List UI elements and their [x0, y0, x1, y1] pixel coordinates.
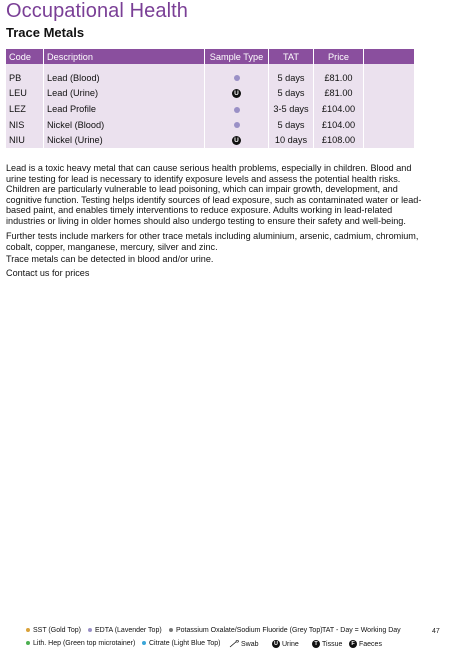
urine-icon: U — [232, 136, 241, 145]
blank-cell — [364, 101, 415, 117]
price-cell: £81.00 — [314, 70, 364, 86]
table-row — [6, 132, 415, 148]
price-cell: £104.00 — [314, 101, 364, 117]
page-number: 47 — [432, 628, 440, 635]
swab-icon — [229, 640, 239, 648]
legend-faeces: F Faeces — [349, 640, 382, 648]
lavender-dot-icon — [234, 75, 240, 81]
description-cell: Nickel (Urine) — [44, 132, 205, 148]
contact-paragraph: Contact us for prices — [6, 268, 90, 278]
table-row — [6, 70, 415, 86]
faeces-icon: F — [349, 640, 357, 648]
table-row — [6, 86, 415, 102]
sample-type-cell — [205, 132, 269, 148]
description-cell: Lead Profile — [44, 101, 205, 117]
column-header-tat: TAT — [269, 49, 314, 64]
blank-cell — [364, 132, 415, 148]
tat-cell: 5 days — [269, 86, 314, 102]
detection-paragraph: Trace metals can be detected in blood and/or urine. — [6, 254, 214, 264]
legend-lith: Lith. Hep (Green top microtainer) — [26, 640, 135, 647]
price-cell: £104.00 — [314, 117, 364, 133]
description-cell: Lead (Urine) — [44, 86, 205, 102]
column-header-price: Price — [314, 49, 364, 64]
blank-cell — [364, 86, 415, 102]
tat-cell: 5 days — [269, 70, 314, 86]
description-cell: Lead (Blood) — [44, 70, 205, 86]
sample-type-cell — [205, 86, 269, 102]
sample-type-cell — [205, 101, 269, 117]
column-header-description: Description — [44, 49, 205, 64]
column-header-blank — [364, 49, 415, 64]
grey-dot-icon — [169, 628, 173, 632]
price-cell: £81.00 — [314, 86, 364, 102]
gold-dot-icon — [26, 628, 30, 632]
column-header-code: Code — [6, 49, 44, 64]
legend-tissue: T Tissue — [312, 640, 342, 648]
table-row — [6, 117, 415, 133]
table-row — [6, 101, 415, 117]
legend-sst: SST (Gold Top) — [26, 627, 81, 634]
legend-citrate: Citrate (Light Blue Top) — [142, 640, 220, 647]
price-cell: £108.00 — [314, 132, 364, 148]
urine-icon: U — [232, 89, 241, 98]
legend-tat-note: TAT - Day = Working Day — [322, 627, 401, 634]
lavender-dot-icon — [88, 628, 92, 632]
legend-swab: Swab — [229, 640, 259, 648]
column-header-sample-type: Sample Type — [205, 49, 269, 64]
page-title: Occupational Health — [6, 0, 189, 22]
section-title: Trace Metals — [6, 25, 85, 40]
tests-table — [6, 49, 415, 148]
tissue-icon: T — [312, 640, 320, 648]
light-blue-dot-icon — [142, 641, 146, 645]
code-cell: NIS — [6, 117, 44, 133]
blank-cell — [364, 70, 415, 86]
table-header-row — [6, 49, 415, 64]
lavender-dot-icon — [234, 122, 240, 128]
urine-icon: U — [272, 640, 280, 648]
sample-type-cell — [205, 117, 269, 133]
legend-fluoride: Potassium Oxalate/Sodium Fluoride (Grey Top) — [169, 627, 323, 634]
code-cell: NIU — [6, 132, 44, 148]
tat-cell: 10 days — [269, 132, 314, 148]
sample-type-cell — [205, 70, 269, 86]
legend-edta: EDTA (Lavender Top) — [88, 627, 162, 634]
lavender-dot-icon — [234, 107, 240, 113]
tat-cell: 5 days — [269, 117, 314, 133]
legend-urine: U Urine — [274, 640, 299, 648]
code-cell: LEZ — [6, 101, 44, 117]
description-cell: Nickel (Blood) — [44, 117, 205, 133]
blank-cell — [364, 117, 415, 133]
code-cell: LEU — [6, 86, 44, 102]
tat-cell: 3-5 days — [269, 101, 314, 117]
green-dot-icon — [26, 641, 30, 645]
further-tests-paragraph: Further tests include markers for other trace metals including aluminium, arsenic, cadmium, chromium, cobalt, copper, manganese, mercury, silver and zinc. — [6, 231, 419, 252]
code-cell: PB — [6, 70, 44, 86]
lead-description-paragraph: Lead is a toxic heavy metal that can cause serious health problems, especially in children. Blood and urine testing for lead is necessary to identify exposure levels and assess the potential health risks. Children are particularly vulnerable to lead poisoning, which can impair growth, development, and cognitive function. Testing helps identify sources of lead exposure, such as contaminated water or lead-based paint, and enables timely interventions to reduce exposure. Adults working in lead-related industries or living in older homes should also undergo testing to ensure their safety and well-being. — [6, 163, 422, 226]
